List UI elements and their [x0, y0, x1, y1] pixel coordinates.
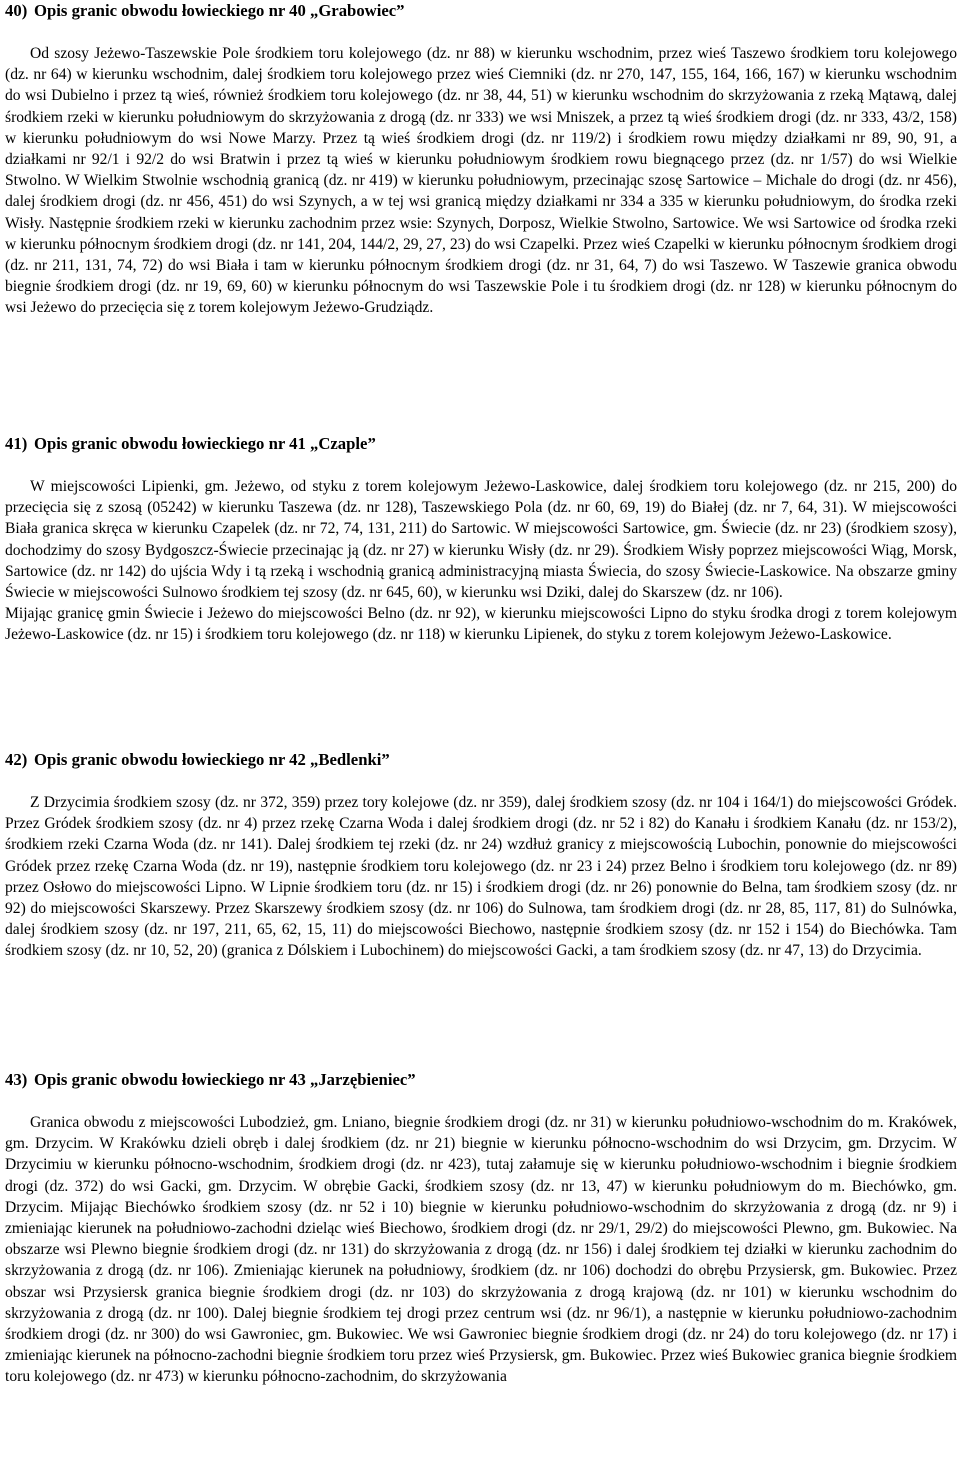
- section-paragraph: Z Drzycimia środkiem szosy (dz. nr 372, 359) przez tory kolejowe (dz. nr 359), dalej środkiem szosy (dz. nr 104 i 164/1) do miejscowości Gródek. Przez Gródek środkiem szosy (dz. nr 4) przez rzekę Czarna Woda i dalej środkiem drogi (dz. nr 52 i 82) do Kanału i środkiem Kanału (dz. nr 153/2), środkiem rzeki Czarna Woda (dz. nr 141). Dalej środkiem tej rzeki (dz. nr 24) wzdłuż granicy z miejscowością Lubochin, ponownie do miejscowości Gródek przez rzekę Czarna Woda (dz. nr 19), następnie środkiem toru kolejowego (dz. nr 23 i 24) przez Belno i środkiem toru kolejowego (dz. nr 89) przez Osłowo do miejscowości Lipno. W Lipnie środkiem toru (dz. nr 15) i środkiem drogi (dz. nr 26) ponownie do Belna, tam środkiem szosy (dz. nr 92) do miejscowości Skarszewy. Przez Skarszewy środkiem szosy (dz. nr 106) do Sulnowa, tam środkiem drogi (dz. nr 28, 85, 117, 81) do Sulnówka, dalej środkiem szosy (dz. nr 197, 211, 65, 62, 15, 11) do miejscowości Biechowo, następnie środkiem szosy (dz. nr 152 i 154) do Biechówka. Tam środkiem szosy (dz. nr 10, 52, 20) (granica z Dólskiem i Lubochinem) do miejscowości Gacki, a tam środkiem szosy (dz. nr 47, 13) do Drzycimia.: [5, 794, 957, 960]
- section-heading: [5, 433, 957, 455]
- section-number: 41): [5, 434, 28, 453]
- section-number: 40): [5, 1, 28, 20]
- section-43: [5, 1069, 957, 1388]
- section-paragraph: W miejscowości Lipienki, gm. Jeżewo, od styku z torem kolejowym Jeżewo-Laskowice, dalej środkiem toru kolejowego (dz. nr 215, 200) do przecięcia się z szosą (05242) w kierunku Taszewa (dz. nr 128), Taszewskiego Pola (dz. nr 60, 69, 19) do Białej (dz. nr 7, 64, 31). W miejscowości Biała granica skręca w kierunku Czapelek (dz. nr 72, 74, 131, 211) do Sartowic. W miejscowości Sartowice, gm. Świecie (dz. nr 23) (środkiem szosy), dochodzimy do szosy Bydgoszcz-Świecie przecinając ją (dz. nr 27) w kierunku Wisły (dz. nr 29). Środkiem Wisły poprzez miejscowości Wiąg, Morsk, Sartowice (dz. nr 142) do ujścia Wdy i tą rzeką i wschodnią granicą administracyjną miasta Świecia, do szosy Świecie-Laskowice. Na obszarze gminy Świecie w miejscowości Sulnowo środkiem tej szosy (dz. nr 645, 60), w kierunku wsi Dziki, dalej do Skarszew (dz. nr 106).: [5, 478, 957, 602]
- section-40: [5, 0, 957, 319]
- section-paragraph: Granica obwodu z miejscowości Lubodzież, gm. Lniano, biegnie środkiem drogi (dz. nr 31) w kierunku południowo-wschodnim do m. Krakówek, gm. Drzycim. W Krakówku dzieli obręb i dalej środkiem (dz. nr 21) biegnie w kierunku północno-wschodnim do wsi Drzycim, gm. Drzycim. W Drzycimiu w kierunku północno-wschodnim, środkiem drogi (dz. nr 423), tutaj załamuje się w kierunku południowo-wschodnim i biegnie środkiem drogi (dz. 372) do wsi Gacki, gm. Drzycim. W obrębie Gacki, środkiem szosy (dz. nr 13, 47) w kierunku południowym do m. Biechówko, gm. Drzycim. Mijając Biechówko środkiem szosy (dz. nr 52 i 10) biegnie w kierunku południowo-wschodnim do skrzyżowania z drogą (dz. nr 9) i zmieniając kierunek na południowo-zachodni dzieląc wieś Biechowo, środkiem drogi (dz. nr 29/1, 29/2) do miejscowości Plewno, gm. Bukowiec. Na obszarze wsi Plewno biegnie środkiem drogi (dz. nr 131) do skrzyżowania z drogą (dz. nr 156) i dalej środkiem tej działki w kierunku zachodnim do skrzyżowania z drogą (dz. nr 106). Zmieniając kierunek na południowy, środkiem (dz. nr 106) dochodzi do obrębu Przysiersk, gm. Bukowiec. Przez obszar wsi Przysiersk granica biegnie środkiem drogi (dz. nr 103) do skrzyżowania z drogą krajową (dz. nr 101) w kierunku wschodnim do skrzyżowania z drogą (dz. nr 100). Dalej biegnie środkiem tej drogi przez centrum wsi (dz. nr 96/1), a następnie w kierunku południowo-zachodnim środkiem drogi (dz. nr 300) do wsi Gawroniec, gm. Bukowiec. We wsi Gawroniec biegnie środkiem drogi (dz. nr 24) do toru kolejowego (dz. nr 17) i zmieniając kierunek na północno-zachodni biegnie środkiem toru przez wieś Przysiersk, gm. Bukowiec. Przez wieś Bukowiec granica biegnie środkiem toru kolejowego (dz. nr 473) w kierunku północno-zachodnim, do skrzyżowania: [5, 1114, 957, 1386]
- section-title: Opis granic obwodu łowieckiego nr 43 „Jarzębieniec”: [34, 1070, 416, 1089]
- section-title: Opis granic obwodu łowieckiego nr 42 „Bedlenki”: [34, 750, 390, 769]
- section-heading: [5, 0, 957, 22]
- section-title: Opis granic obwodu łowieckiego nr 41 „Czaple”: [34, 434, 376, 453]
- section-paragraph: Mijając granicę gmin Świecie i Jeżewo do miejscowości Belno (dz. nr 92), w kierunku miejscowości Lipno do styku środka drogi z torem kolejowym Jeżewo-Laskowice (dz. nr 15) i środkiem toru kolejowego (dz. nr 118) w kierunku Lipienek, do styku z torem kolejowym Jeżewo-Laskowice.: [5, 605, 957, 644]
- section-paragraph: Od szosy Jeżewo-Taszewskie Pole środkiem toru kolejowego (dz. nr 88) w kierunku wschodnim, przez wieś Taszewo środkiem toru kolejowego (dz. nr 64) w kierunku wschodnim, dalej środkiem toru kolejowego przez wieś Ciemniki (dz. nr 270, 147, 155, 164, 166, 167) w kierunku wschodnim do wsi Dubielno i przez tą wieś, również środkiem toru kolejowego (dz. nr 38, 44, 51) w kierunku wschodnim do skrzyżowania z rzeką Mątawą, dalej środkiem rzeki w kierunku południowym do skrzyżowania z drogą (dz. nr 333) we wsi Mniszek, a przez tą wieś środkiem drogi (dz. nr 333, 43/2, 158) w kierunku południowym do wsi Nowe Marzy. Przez tą wieś środkiem drogi (dz. nr 119/2) i środkiem rowu między działkami nr 89, 90, 91, a działkami nr 92/1 i 92/2 do wsi Bratwin i przez tą wieś w kierunku południowym środkiem rowu biegnącego przez (dz. nr 1/57) do wsi Wielkie Stwolno. W Wielkim Stwolnie wschodnią granicą (dz. nr 419) w kierunku południowym, przecinając szosę Sartowice – Michale do drogi (dz. nr 456), dalej środkiem drogi (dz. nr 456, 451) do wsi Szynych, a w tej wsi granicą między działkami nr 334 a 335 w kierunku południowym, do środka rzeki Wisły. Następnie środkiem rzeki w kierunku zachodnim przez wsie: Szynych, Dorposz, Wielkie Stwolno, Sartowice. We wsi Sartowice od środka rzeki w kierunku północnym środkiem drogi (dz. nr 141, 204, 144/2, 29, 27, 23) do wsi Czapelki. Przez wieś Czapelki w kierunku północnym środkiem drogi (dz. nr 211, 131, 74, 72) do wsi Biała i tam w kierunku północnym środkiem drogi (dz. nr 31, 64, 7) do wsi Taszewo. W Taszewie granica obwodu biegnie środkiem drogi (dz. nr 19, 69, 60) w kierunku północnym do wsi Taszewskie Pole i tu środkiem drogi (dz. nr 128) w kierunku północnym do wsi Jeżewo do przecięcia się z torem kolejowym Jeżewo-Grudziądz.: [5, 45, 957, 317]
- section-41: [5, 433, 957, 646]
- section-title: Opis granic obwodu łowieckiego nr 40 „Grabowiec”: [34, 1, 405, 20]
- section-number: 42): [5, 750, 28, 769]
- section-heading: [5, 1069, 957, 1091]
- section-42: [5, 749, 957, 962]
- section-heading: [5, 749, 957, 771]
- section-number: 43): [5, 1070, 28, 1089]
